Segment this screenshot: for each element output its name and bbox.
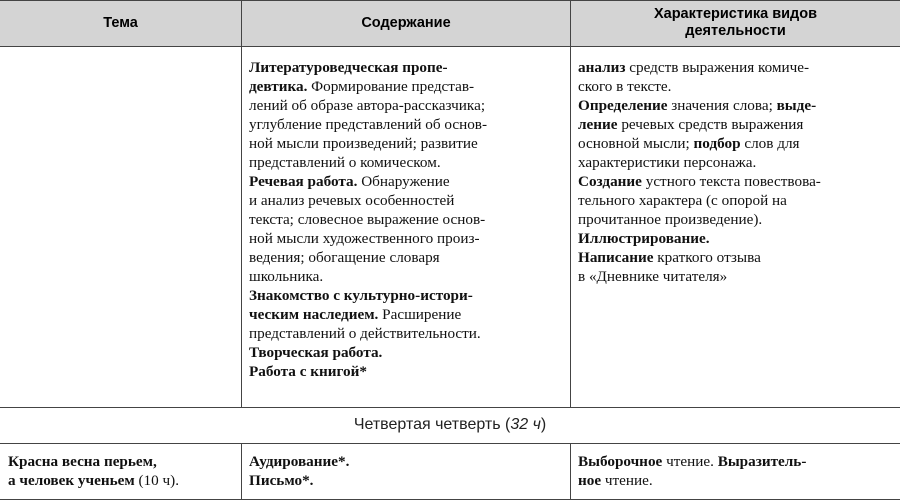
text-line — [578, 267, 896, 286]
text-line — [578, 229, 896, 248]
plain-text: ной мысли художественного произ- — [249, 230, 480, 247]
text-line — [578, 191, 896, 210]
bold-text: ление — [578, 116, 618, 133]
text-line — [249, 134, 567, 153]
plain-text: Расширение — [378, 306, 462, 323]
text-line — [578, 77, 896, 96]
plain-text: основной мысли; — [578, 135, 694, 152]
plain-text: значения слова; — [667, 97, 777, 114]
row2-topic-cell — [8, 452, 240, 490]
plain-text: Формирование представ- — [307, 78, 475, 95]
bold-text: Творческая работа. — [249, 344, 383, 361]
bold-text: Выразитель- — [717, 453, 807, 470]
text-line — [249, 77, 567, 96]
bold-text: Красна весна перьем, — [8, 453, 157, 470]
text-line — [578, 471, 896, 490]
bold-text: подбор — [693, 135, 741, 152]
rule-quarter-bottom — [0, 443, 900, 444]
plain-text: лений об образе автора-рассказчика; — [249, 97, 486, 114]
bold-text: Иллюстрирование. — [578, 230, 710, 247]
plain-text: Обнаружение — [357, 173, 450, 190]
text-line — [249, 471, 567, 490]
plain-text: текста; словесное выражение основ- — [249, 211, 486, 228]
header-content-label: Содержание — [361, 14, 451, 31]
row1-activities-cell — [578, 58, 896, 286]
text-line — [249, 96, 567, 115]
bold-text: Литературоведческая пропе- — [249, 59, 448, 76]
text-line — [249, 172, 567, 191]
text-line — [578, 153, 896, 172]
text-line — [249, 267, 567, 286]
quarter-suffix: ) — [540, 416, 547, 433]
plain-text: и анализ речевых особенностей — [249, 192, 455, 209]
text-line — [249, 229, 567, 248]
text-line — [249, 191, 567, 210]
plain-text: представлений о комическом. — [249, 154, 441, 171]
text-line — [578, 172, 896, 191]
plain-text: ского в тексте. — [578, 78, 672, 95]
bold-text: ное — [578, 472, 602, 489]
plain-text: в «Дневнике читателя» — [578, 268, 728, 285]
quarter-prefix: Четвертая четверть ( — [353, 416, 511, 433]
bold-text: девтика. — [249, 78, 308, 95]
divider-col2-header — [570, 0, 571, 407]
text-line — [578, 452, 896, 471]
plain-text: прочитанное произведение). — [578, 211, 763, 228]
text-line — [578, 58, 896, 77]
plain-text: (10 ч). — [134, 472, 180, 489]
plain-text: ведения; обогащение словаря — [249, 249, 440, 266]
text-line — [578, 96, 896, 115]
plain-text: чтение. — [662, 453, 718, 470]
plain-text: представлений о действительности. — [249, 325, 481, 342]
header-cell-activities — [571, 0, 900, 46]
row2-content-cell — [249, 452, 567, 490]
text-line — [249, 115, 567, 134]
bold-text: Работа с книгой* — [249, 363, 367, 380]
rule-header-bottom — [0, 46, 900, 47]
text-line — [578, 210, 896, 229]
text-line — [249, 286, 567, 305]
text-line — [249, 324, 567, 343]
text-line — [249, 452, 567, 471]
bold-text: Аудирование*. — [249, 453, 350, 470]
plain-text: речевых средств выражения — [617, 116, 804, 133]
text-line — [578, 248, 896, 267]
plain-text: средств выражения комиче- — [625, 59, 810, 76]
bold-text: а человек ученьем — [8, 472, 135, 489]
text-line — [249, 362, 567, 381]
bold-text: Знакомство с культурно-истори- — [249, 287, 473, 304]
row1-content-cell — [249, 58, 567, 381]
bold-text: Определение — [578, 97, 668, 114]
text-line — [249, 58, 567, 77]
bold-text: анализ — [578, 59, 626, 76]
divider-col1-header — [241, 0, 242, 407]
header-activities-label-line1: Характеристика видов — [653, 6, 818, 22]
rule-row1-bottom — [0, 407, 900, 408]
text-line — [249, 343, 567, 362]
header-activities-label-line2: деятельности — [685, 23, 786, 39]
plain-text: школьника. — [249, 268, 324, 285]
bold-text: выде- — [776, 97, 817, 114]
bold-text: Письмо*. — [249, 472, 314, 489]
bold-text: Написание — [578, 249, 654, 266]
plain-text: слов для — [740, 135, 800, 152]
row2-activities-cell — [578, 452, 896, 490]
divider-col1-row2 — [241, 443, 242, 500]
quarter-hours: 32 ч — [510, 416, 541, 433]
plain-text: чтение. — [601, 472, 653, 489]
text-line — [8, 452, 240, 471]
header-cell-topic — [0, 0, 241, 46]
plain-text: тельного характера (с опорой на — [578, 192, 787, 209]
text-line — [8, 471, 240, 490]
plain-text: углубление представлений об основ- — [249, 116, 488, 133]
bold-text: ческим наследием. — [249, 306, 379, 323]
text-line — [578, 134, 896, 153]
quarter-heading — [0, 407, 900, 443]
bold-text: Речевая работа. — [249, 173, 358, 190]
header-topic-label: Тема — [103, 14, 138, 31]
plain-text: устного текста повествова- — [641, 173, 821, 190]
plain-text: ной мысли произведений; развитие — [249, 135, 478, 152]
plain-text: характеристики персонажа. — [578, 154, 757, 171]
plain-text: краткого отзыва — [653, 249, 761, 266]
text-line — [249, 305, 567, 324]
text-line — [578, 115, 896, 134]
divider-col2-row2 — [570, 443, 571, 500]
text-line — [249, 248, 567, 267]
text-line — [249, 210, 567, 229]
bold-text: Создание — [578, 173, 642, 190]
text-line — [249, 153, 567, 172]
rule-top — [0, 0, 900, 1]
header-cell-content — [242, 0, 570, 46]
bold-text: Выборочное — [578, 453, 663, 470]
